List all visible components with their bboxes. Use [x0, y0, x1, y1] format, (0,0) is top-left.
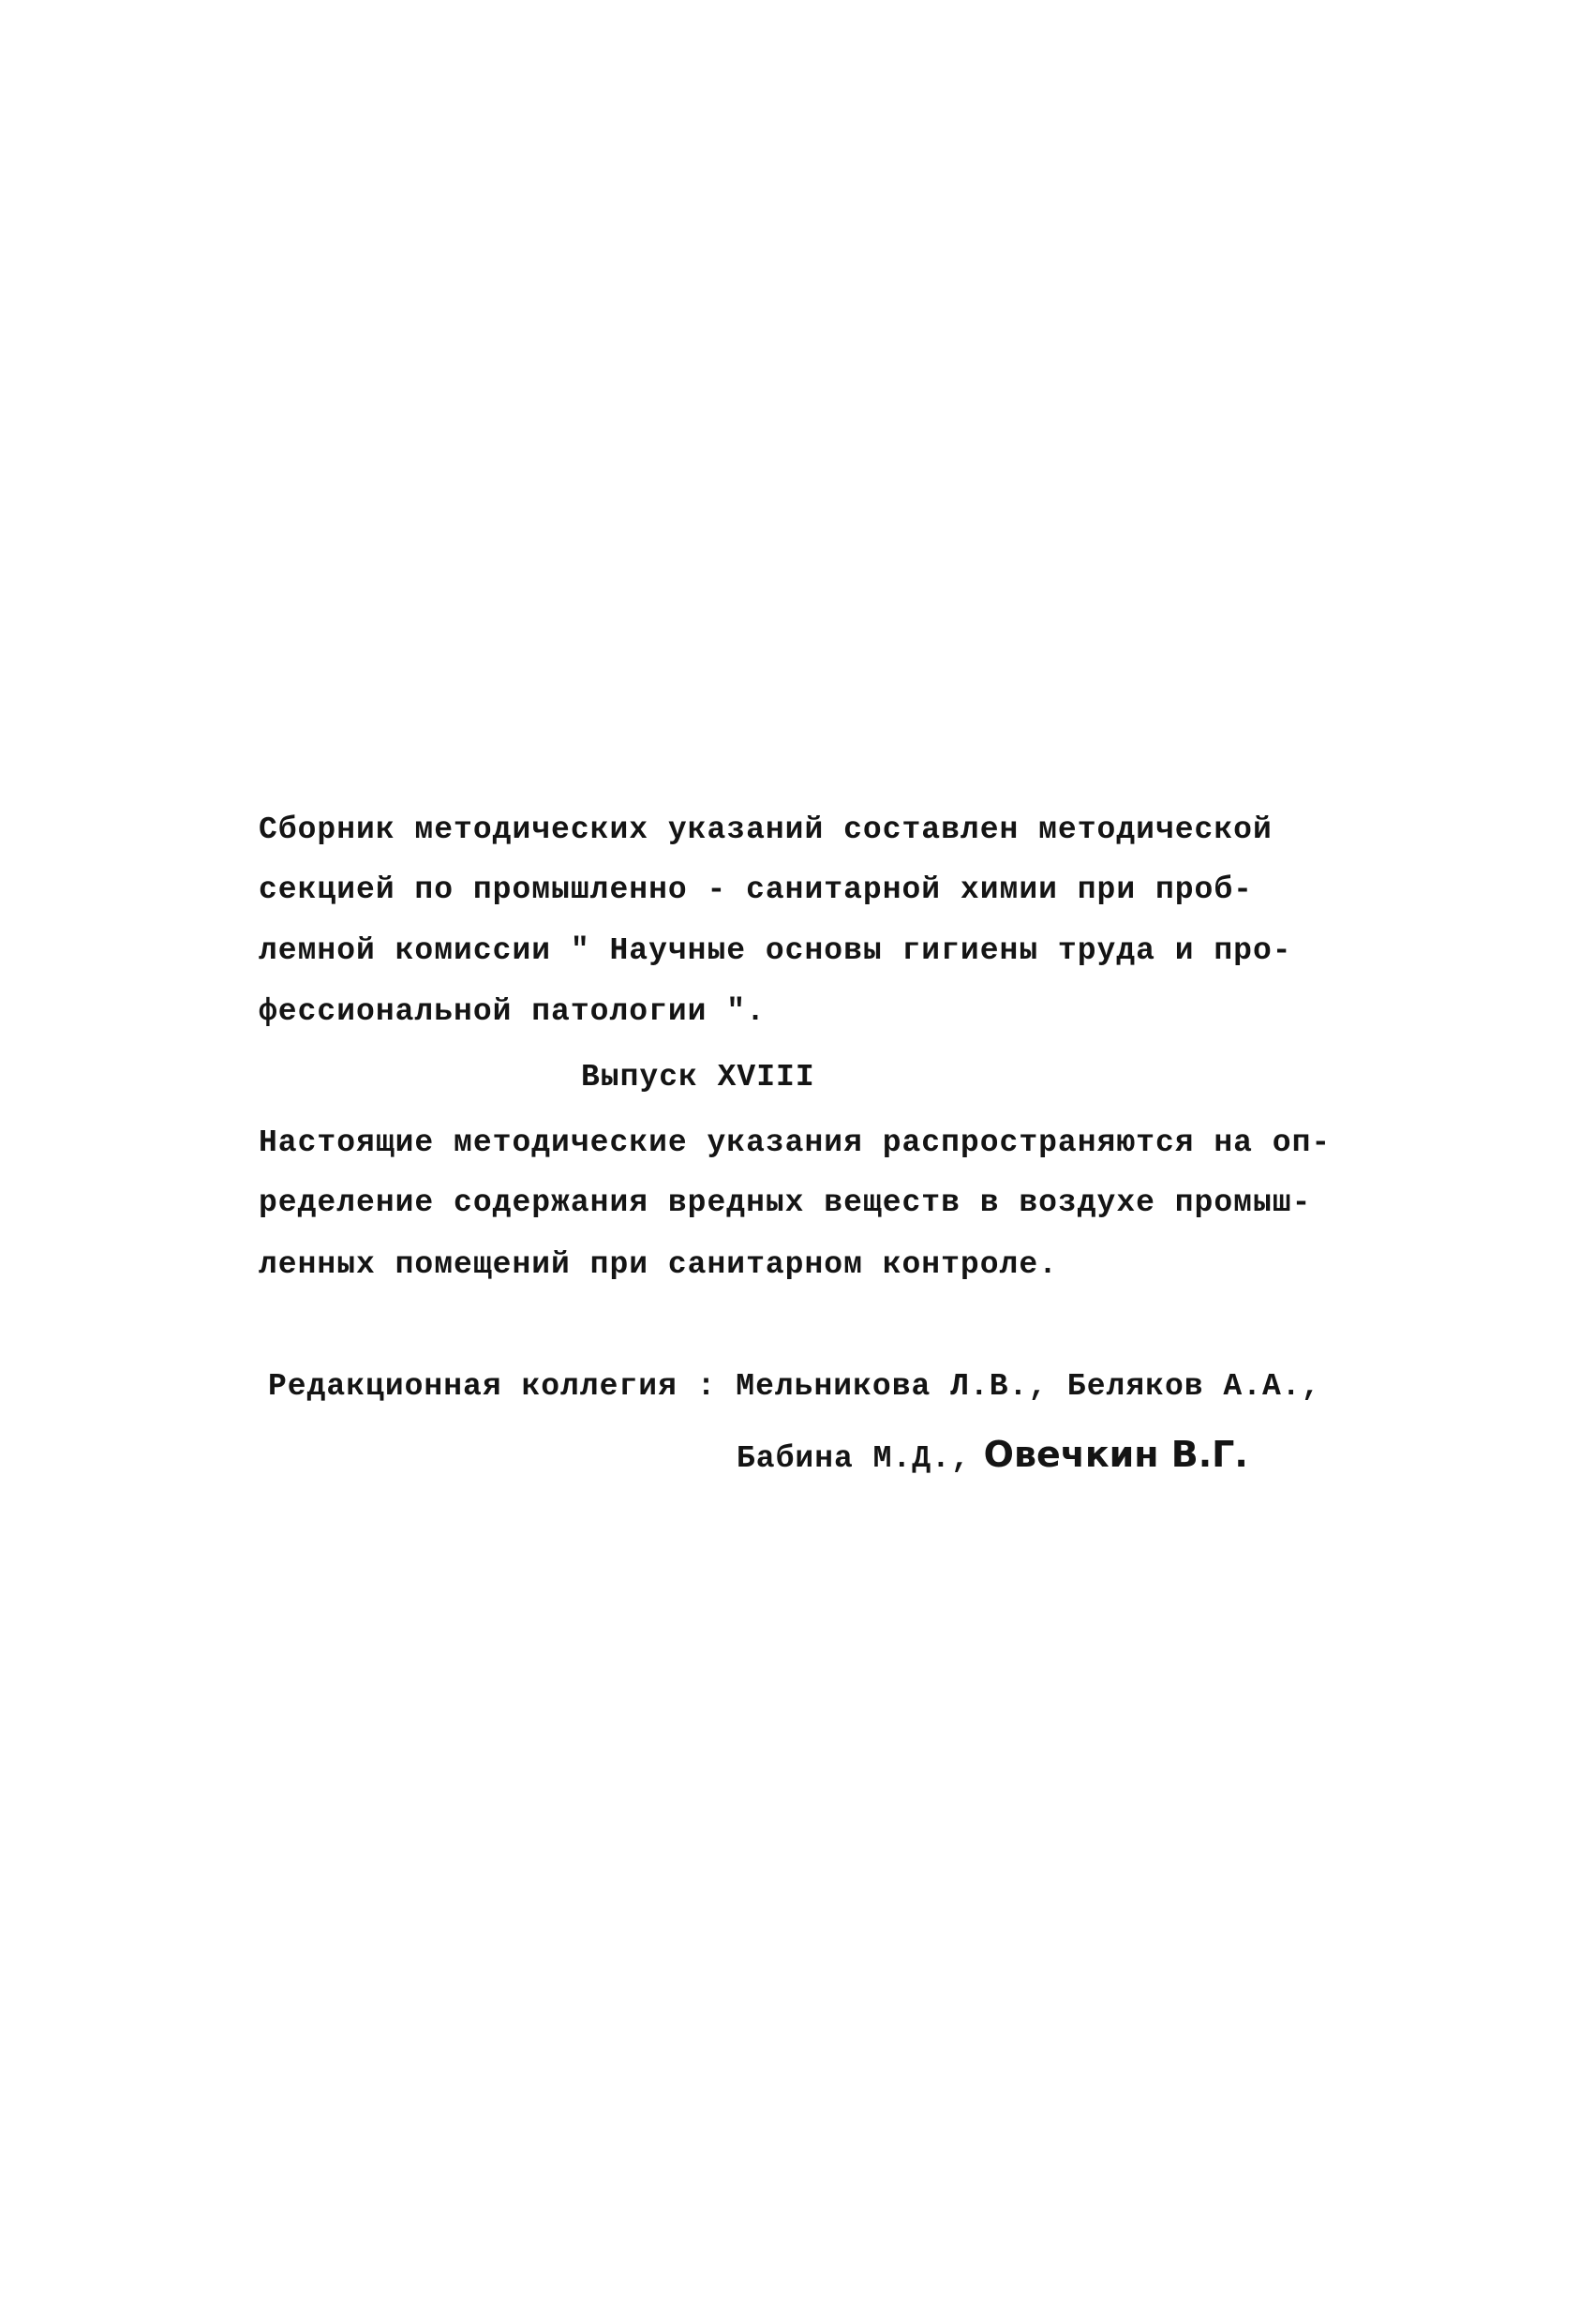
editorial-board-line2 — [737, 1436, 1248, 1478]
editorial-board-typed-names: Бабина М.Д., — [737, 1441, 971, 1476]
paragraph1-line2: секцией по промышленно - санитарной химии при проб- — [259, 872, 1253, 907]
paragraph2-line3: ленных помещений при санитарном контроле. — [259, 1247, 1058, 1282]
paragraph2-line2: ределение содержания вредных веществ в воздухе промыш- — [259, 1185, 1312, 1220]
paragraph1-line1: Сборник методических указаний составлен методической — [259, 812, 1273, 847]
editorial-board-handwritten-name: Овечкин В.Г. — [983, 1434, 1248, 1475]
editorial-board-line1: Редакционная коллегия : Мельникова Л.В., Беляков А.А., — [268, 1369, 1321, 1404]
paragraph1-line4: фессиональной патологии ". — [259, 994, 766, 1029]
paragraph2-line1: Настоящие методические указания распространяются на оп- — [259, 1125, 1332, 1160]
paragraph1-line3: лемной комиссии " Научные основы гигиены труда и про- — [259, 933, 1292, 968]
issue-number: Выпуск XVIII — [581, 1060, 815, 1095]
